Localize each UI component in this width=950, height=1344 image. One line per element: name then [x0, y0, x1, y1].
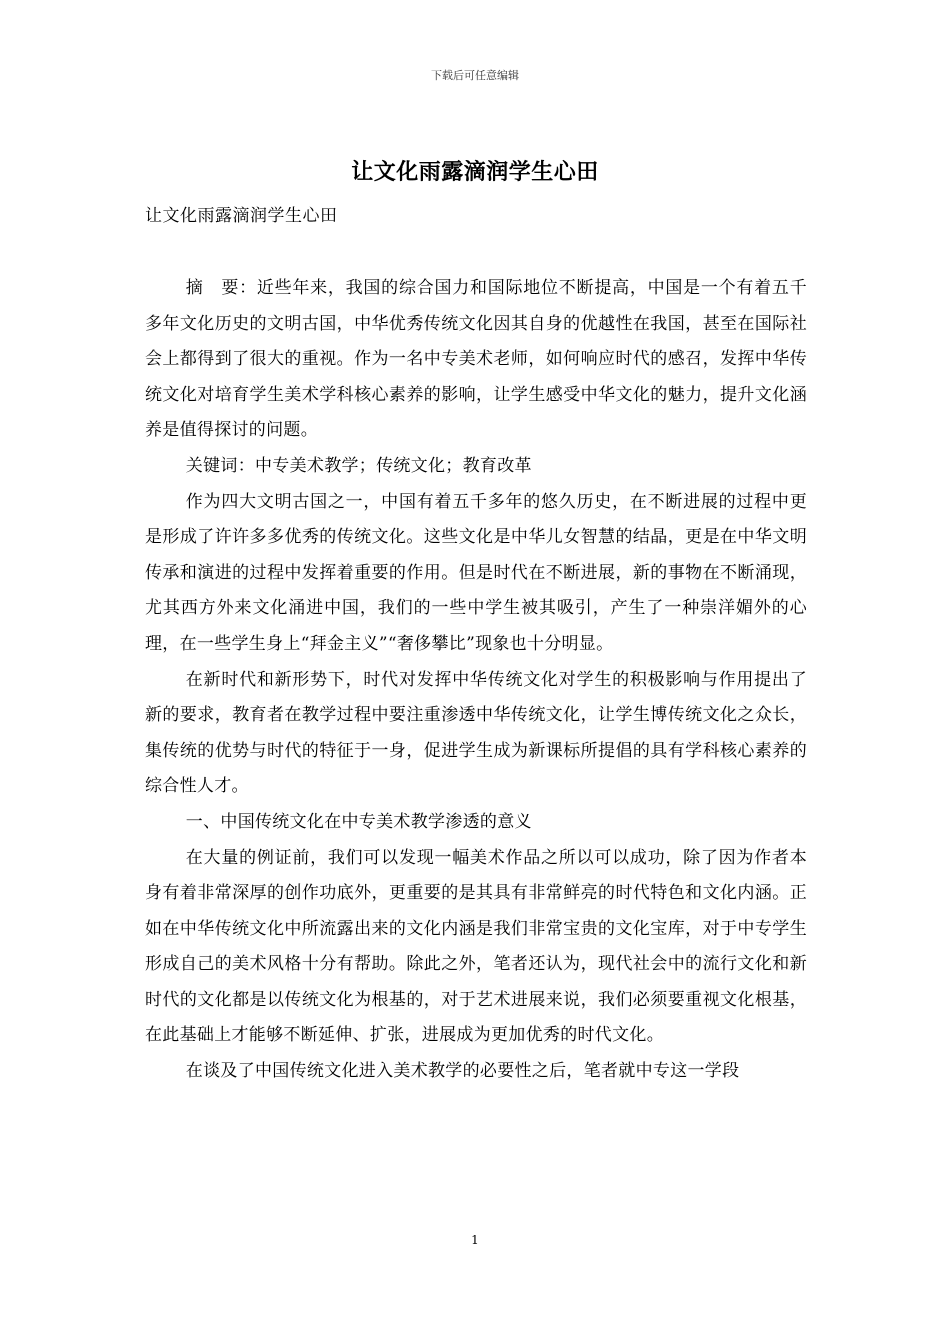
page-number: 1 [471, 1233, 479, 1247]
document-title: 让文化雨露滴润学生心田 [351, 159, 599, 185]
body-paragraph: 在谈及了中国传统文化进入美术教学的必要性之后，笔者就中专这一学段 [185, 1061, 740, 1082]
abstract-paragraph: 摘 要：近些年来，我国的综合国力和国际地位不断提高，中国是一个有着五千多年文化历史的文明古国，中华优秀传统文化因其自身的优越性在我国，甚至在国际社会上都得到了很大的重视。作为一名中专美术老师，如何响应时代的感召，发挥中华传统文化对培育学生美术学科核心素养的影响，让学生感受中华文化的魅力，提升文化涵养是值得探讨的问题。 [145, 278, 807, 441]
page-header-note: 下载后可任意编辑 [431, 69, 519, 82]
section-heading: 一、中国传统文化在中专美术教学渗透的意义 [185, 811, 532, 832]
document-body [145, 271, 807, 1090]
body-paragraph: 作为四大文明古国之一，中国有着五千多年的悠久历史，在不断进展的过程中更是形成了许许多多优秀的传统文化。这些文化是中华儿女智慧的结晶，更是在中华文明传承和演进的过程中发挥着重要的作用。但是时代在不断进展，新的事物在不断涌现，尤其西方外来文化涌进中国，我们的一些中学生被其吸引，产生了一种崇洋媚外的心理，在一些学生身上“拜金主义”“奢侈攀比”现象也十分明显。 [145, 491, 807, 654]
document-subtitle: 让文化雨露滴润学生心田 [145, 206, 338, 226]
body-paragraph: 在新时代和新形势下，时代对发挥中华传统文化对学生的积极影响与作用提出了新的要求，教育者在教学过程中要注重渗透中华传统文化，让学生博传统文化之众长，集传统的优势与时代的特征于一身，促进学生成为新课标所提倡的具有学科核心素养的综合性人才。 [145, 669, 807, 797]
keywords-paragraph: 关键词：中专美术教学；传统文化；教育改革 [185, 455, 532, 476]
body-paragraph: 在大量的例证前，我们可以发现一幅美术作品之所以可以成功，除了因为作者本身有着非常深厚的创作功底外，更重要的是其具有非常鲜亮的时代特色和文化内涵。正如在中华传统文化中所流露出来的文化内涵是我们非常宝贵的文化宝库，对于中专学生形成自己的美术风格十分有帮助。除此之外，笔者还认为，现代社会中的流行文化和新时代的文化都是以传统文化为根基的，对于艺术进展来说，我们必须要重视文化根基，在此基础上才能够不断延伸、扩张，进展成为更加优秀的时代文化。 [145, 847, 807, 1046]
